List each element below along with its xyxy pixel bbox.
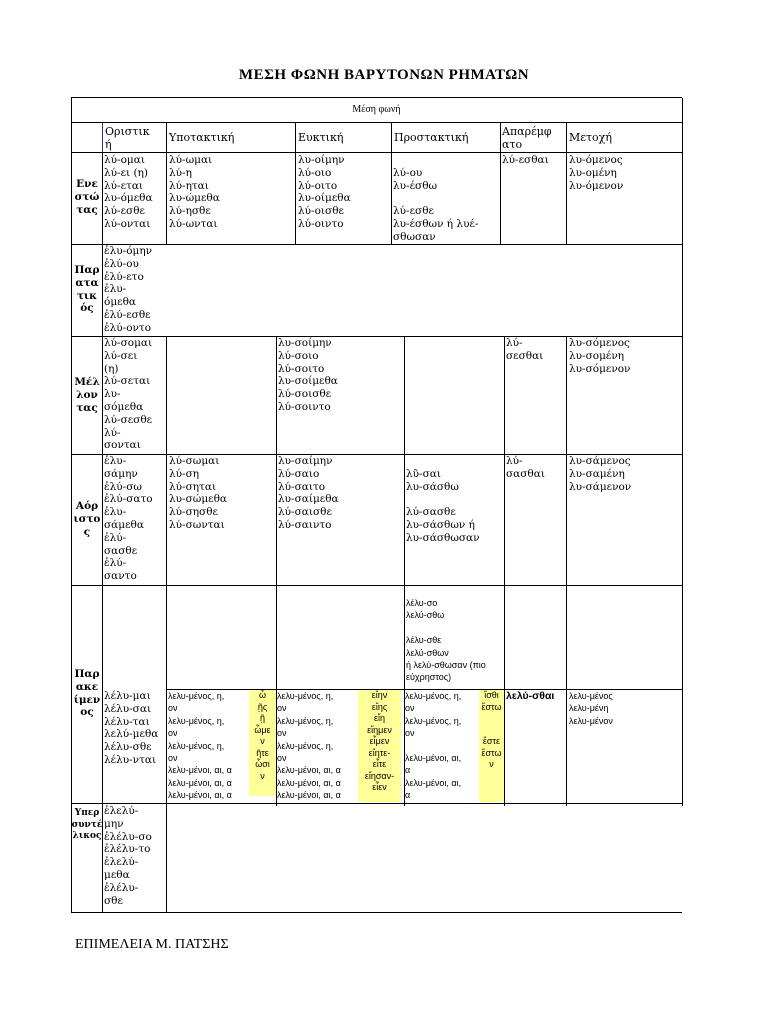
aoristos-oristiki: ἐλυ- σάμην ἐλύ-σω ἐλύ-σατο ἐλυ- σάμεθα ἐλύ- σασθε ἐλύ- σαντο xyxy=(104,455,153,583)
header-oristiki: Οριστικ ή xyxy=(105,125,150,151)
yperintelikos-oristiki: ἐλελύ- μην ἐλέλυ-σο ἐλέλυ-το ἐλελύ- μεθα ἐλέλυ- σθε xyxy=(104,805,152,907)
tense-label-aoristos: Αόρ ιστο ς xyxy=(73,500,101,538)
mellontas-oristiki: λύ-σομαι λύ-σει (η) λύ-σεται λυ- σόμεθα λύ-σεσθε λύ- σονται xyxy=(104,337,153,452)
parakeimenos-ypotaktiki: λελυ-μένος, η, ον λελυ-μένος, η, ον λελυ-μένος, η, ον λελυ-μένοι, αι, α λελυ-μένοι, αι, α λελυ-μένοι, αι, α xyxy=(168,691,232,801)
page-title: ΜΕΣΗ ΦΩΝΗ ΒΑΡΥΤΟΝΩΝ ΡΗΜΑΤΩΝ xyxy=(238,67,530,83)
parakeimenos-prostaktiki-top: λέλυ-σο λελύ-σθω λέλυ-σθε λελύ-σθων ή λελύ-σθωσαν (πιο εύχρηστος) xyxy=(406,598,486,683)
enestotas-eyktiki: λυ-οίμην λύ-οιο λύ-οιτο λυ-οίμεθα λύ-οισθε λύ-οιντο xyxy=(298,154,351,230)
enestotas-oristiki: λύ-ομαι λύ-ει (η) λύ-εται λυ-όμεθα λύ-εσθε λύ-ονται xyxy=(104,154,153,230)
parakeimenos-aparemfato: λελύ-σθαι xyxy=(506,690,555,702)
parakeimenos-eyktiki-aux: εἴην εἴης εἴη εἴημεν εἶμεν εἴητε- εἶτε εἴησαν- εἶεν xyxy=(364,690,395,792)
tense-label-yperintelikos: Υπερ συντέ λικος xyxy=(71,808,103,841)
header-prostaktiki: Προστακτική xyxy=(394,131,469,144)
mellontas-metoxi: λυ-σόμενος λυ-σομένη λυ-σόμενον xyxy=(569,337,631,375)
mellontas-aparemfato: λύ- σεσθαι xyxy=(506,337,544,362)
header-metoxi: Μετοχή xyxy=(569,131,612,144)
mellontas-eyktiki: λυ-σοίμην λύ-σοιο λύ-σοιτο λυ-σοίμεθα λύ-σοισθε λύ-σοιντο xyxy=(278,337,338,413)
parakeimenos-eyktiki: λελυ-μένος, η, ον λελυ-μένος, η, ον λελυ-μένος, η, ον λελυ-μένοι, αι, α λελυ-μένοι, αι, α λελυ-μένοι, αι, α xyxy=(277,691,341,801)
enestotas-ypotaktiki: λύ-ωμαι λύ-η λύ-ηται λυ-ώμεθα λύ-ησθε λύ-ωνται xyxy=(169,154,220,230)
parakeimenos-metoxi: λελυ-μένος λελυ-μένη λελυ-μένον xyxy=(569,691,613,726)
aoristos-ypotaktiki: λύ-σωμαι λύ-ση λύ-σηται λυ-σώμεθα λύ-σησθε λύ-σωνται xyxy=(169,455,227,531)
tense-label-mellontas: Μέλ λον τας xyxy=(74,376,100,414)
enestotas-metoxi: λυ-όμενος λυ-ομένη λυ-όμενον xyxy=(569,154,624,192)
parakeimenos-prostaktiki-aux: ἴσθι ἔστω ἔστε ἔστω ν xyxy=(481,690,502,769)
enestotas-prostaktiki: λύ-ου λυ-έσθω λύ-εσθε λυ-έσθων ή λυέ- σθωσαν xyxy=(393,166,479,243)
header-aparemfato: Απαρέμφ ατο xyxy=(502,125,552,151)
footer-credit: ΕΠΙΜΕΛΕΙΑ Μ. ΠΑΤΣΗΣ xyxy=(75,937,229,952)
paratatikos-oristiki: ἐλυ-όμην ἐλύ-ου ἐλύ-ετο ἐλυ- όμεθα ἐλύ-εσθε ἐλύ-οντο xyxy=(104,245,153,334)
header-eyktiki: Ευκτική xyxy=(298,131,344,144)
aoristos-metoxi: λυ-σάμενος λυ-σαμένη λυ-σάμενον xyxy=(569,455,632,493)
aoristos-aparemfato: λύ- σασθαι xyxy=(506,455,545,480)
header-ypotaktiki: Υποτακτική xyxy=(169,131,235,144)
parakeimenos-ypotaktiki-aux: ὦ ῇς ῇ ὦμε ν ῆτε ὦσι ν xyxy=(254,690,271,781)
table-caption: Μέση φωνή xyxy=(71,98,682,123)
aoristos-prostaktiki: λῦ-σαι λυ-σάσθω λύ-σασθε λυ-σάσθων ή λυ-σάσθωσαν xyxy=(406,467,480,544)
conjugation-table xyxy=(71,97,682,913)
parakeimenos-oristiki: λέλυ-μαι λέλυ-σαι λέλυ-ται λελύ-μεθα λέλυ-σθε λέλυ-νται xyxy=(104,690,159,766)
tense-label-paratatikos: Παρ ατα τικ ός xyxy=(74,264,100,315)
tense-label-enestotas: Ενε στώ τας xyxy=(74,178,100,216)
parakeimenos-prostaktiki: λελυ-μένος, η, ον λελυ-μένος, η, ον λελυ-μένοι, αι, α λελυ-μένοι, αι, α xyxy=(405,691,462,801)
tense-label-parakeimenos: Παρ ακε ίμεν ος xyxy=(73,668,101,719)
aoristos-eyktiki: λυ-σαίμην λύ-σαιο λύ-σαιτο λυ-σαίμεθα λύ-σαισθε λύ-σαιντο xyxy=(278,455,339,531)
enestotas-aparemfato: λύ-εσθαι xyxy=(502,154,549,166)
